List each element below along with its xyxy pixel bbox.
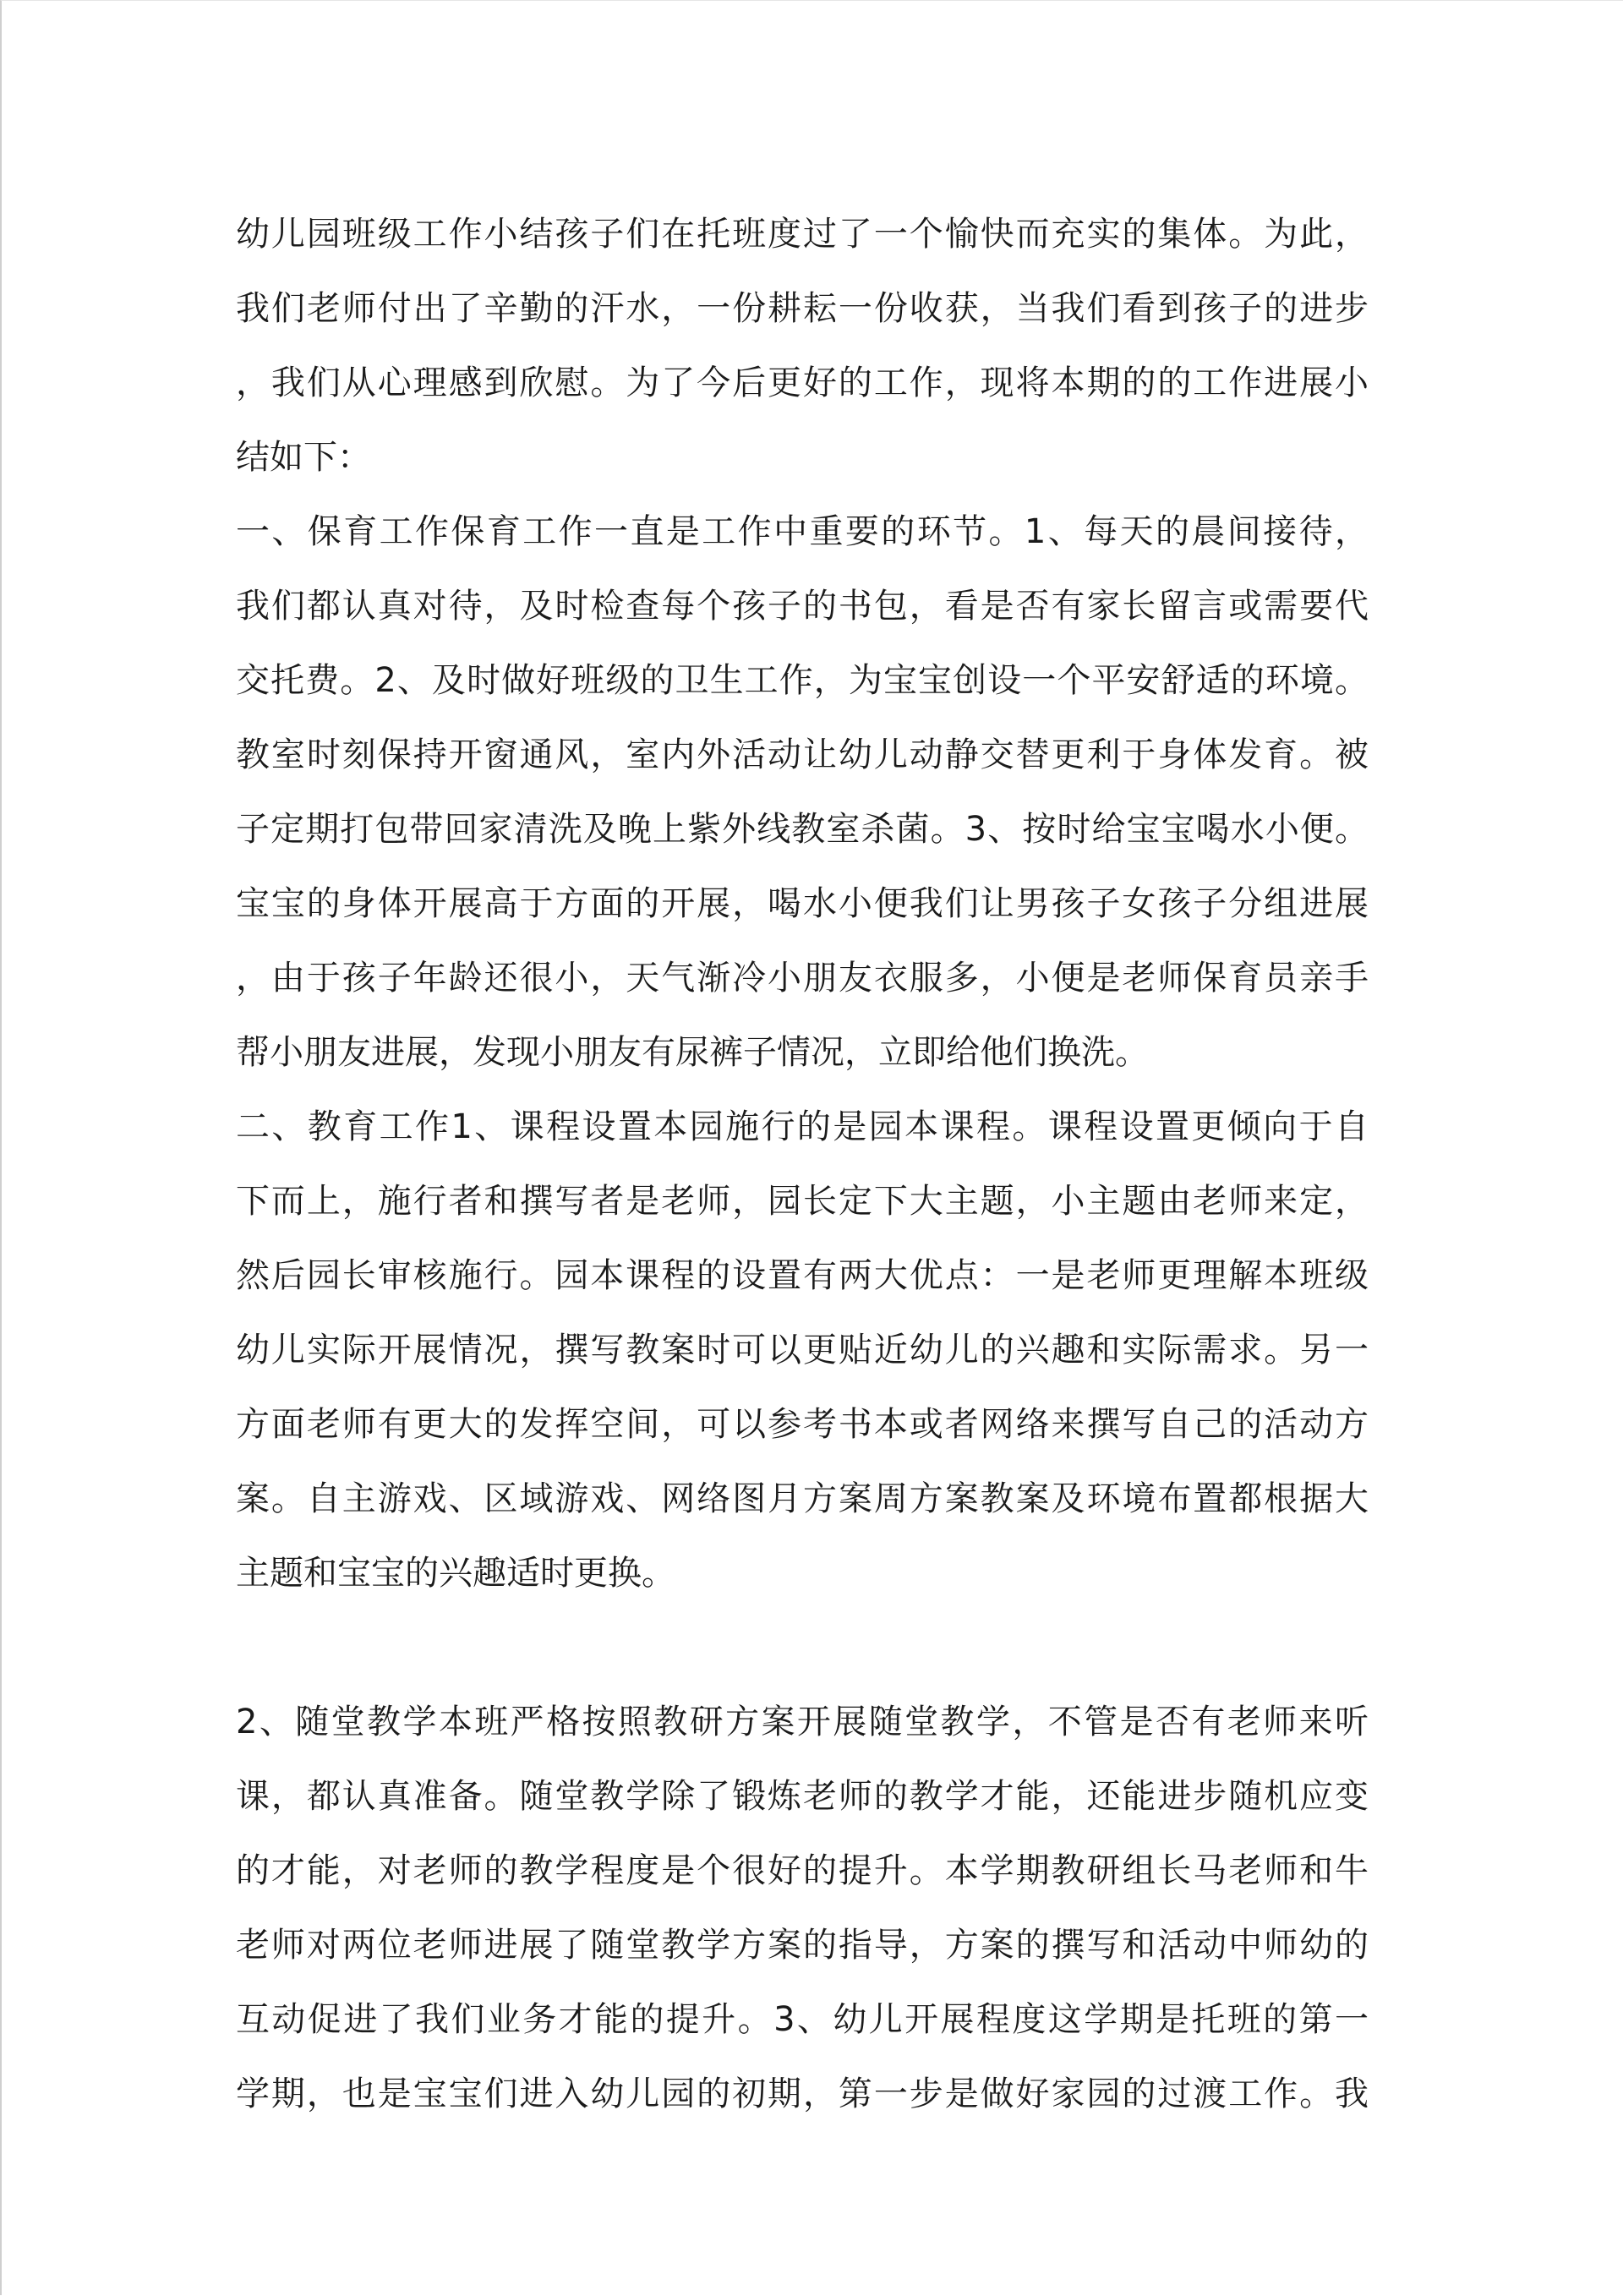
text-line: ，由于孩子年龄还很小，天气渐冷小朋友衣服多，小便是老师保育员亲手 (236, 959, 1369, 998)
text-line: 幼儿实际开展情况，撰写教案时可以更贴近幼儿的兴趣和实际需求。另一 (236, 1331, 1369, 1369)
text-line: 二、教育工作1、课程设置本园施行的是园本课程。课程设置更倾向于自 (236, 1107, 1369, 1146)
text-line: 互动促进了我们业务才能的提升。3、幼儿开展程度这学期是托班的第一 (236, 2000, 1369, 2039)
text-line: 2、随堂教学本班严格按照教研方案开展随堂教学，不管是否有老师来听 (236, 1703, 1369, 1741)
text-line: 老师对两位老师进展了随堂教学方案的指导，方案的撰写和活动中师幼的 (236, 1926, 1369, 1965)
text-line: 交托费。2、及时做好班级的卫生工作，为宝宝创设一个平安舒适的环境。 (236, 661, 1369, 700)
text-line: 主题和宝宝的兴趣适时更换。 (236, 1554, 675, 1593)
text-line: 然后园长审核施行。园本课程的设置有两大优点：一是老师更理解本班级 (236, 1256, 1369, 1295)
text-line: 帮小朋友进展，发现小朋友有尿裤子情况，立即给他们换洗。 (236, 1033, 1149, 1072)
text-line: 我们都认真对待，及时检查每个孩子的书包，看是否有家长留言或需要代 (236, 587, 1369, 626)
text-line: 课，都认真准备。随堂教学除了锻炼老师的教学才能，还能进步随机应变 (236, 1777, 1369, 1816)
text-line: 的才能，对老师的教学程度是个很好的提升。本学期教研组长马老师和牛 (236, 1851, 1369, 1890)
text-line: ，我们从心理感到欣慰。为了今后更好的工作，现将本期的的工作进展小 (236, 364, 1369, 402)
text-line: 教室时刻保持开窗通风，室内外活动让幼儿动静交替更利于身体发育。被 (236, 735, 1369, 774)
text-line: 案。自主游戏、区域游戏、网络图月方案周方案教案及环境布置都根据大 (236, 1479, 1369, 1518)
text-line: 宝宝的身体开展高于方面的开展，喝水小便我们让男孩子女孩子分组进展 (236, 884, 1369, 923)
paragraph-gap (236, 1610, 1369, 1685)
text-line: 学期，也是宝宝们进入幼儿园的初期，第一步是做好家园的过渡工作。我 (236, 2075, 1369, 2113)
text-line: 我们老师付出了辛勤的汗水，一份耕耘一份收获，当我们看到孩子的进步 (236, 289, 1369, 328)
document-body (236, 197, 1369, 2131)
text-line: 结如下： (236, 438, 371, 477)
text-line: 方面老师有更大的发挥空间，可以参考书本或者网络来撰写自己的活动方 (236, 1405, 1369, 1444)
text-line: 下而上，施行者和撰写者是老师，园长定下大主题，小主题由老师来定， (236, 1182, 1369, 1221)
text-line: 一、保育工作保育工作一直是工作中重要的环节。1、每天的晨间接待， (236, 512, 1369, 551)
text-line: 子定期打包带回家清洗及晚上紫外线教室杀菌。3、按时给宝宝喝水小便。 (236, 810, 1369, 849)
text-line: 幼儿园班级工作小结孩子们在托班度过了一个愉快而充实的集体。为此， (236, 215, 1369, 254)
